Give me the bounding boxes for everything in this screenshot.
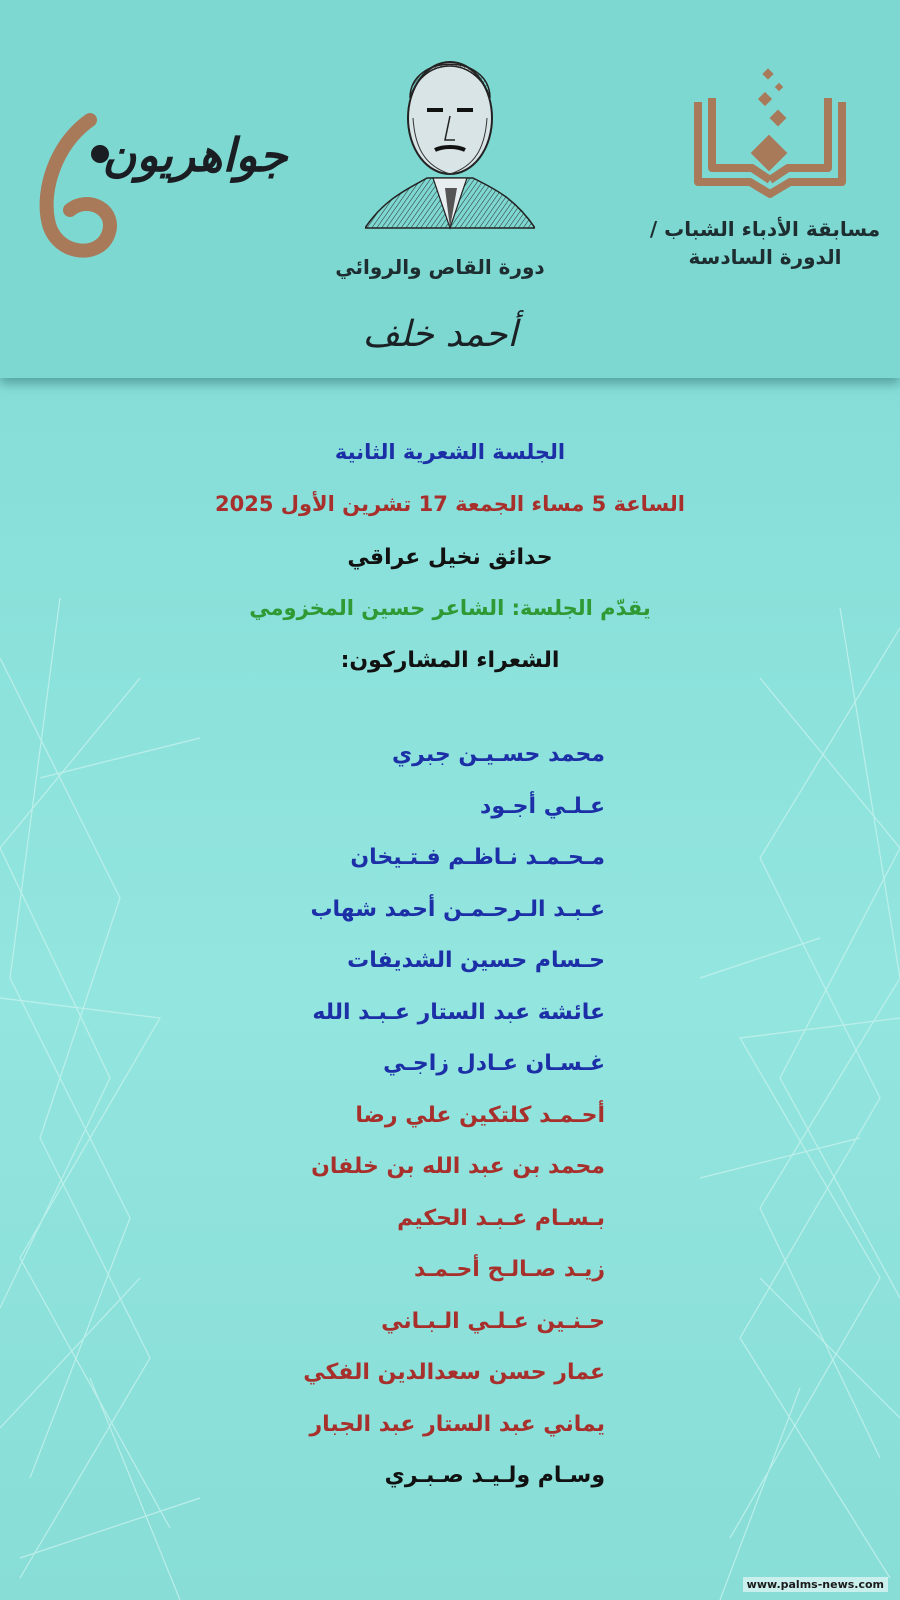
brand-calligraphy: جواهريون (102, 128, 288, 182)
session-datetime: الساعة 5 مساء الجمعة 17 تشرين الأول 2025 (214, 492, 685, 516)
poet-name: أحـمـد كلتكين علي رضا (355, 1102, 605, 1128)
session-presenter: يقدّم الجلسة: الشاعر حسين المخزومي (249, 596, 651, 620)
poet-name: محمد حسـيـن جبري (392, 742, 605, 767)
author-portrait-sketch (365, 28, 535, 248)
poet-name: حـنـين عـلـي الـبـاني (381, 1308, 605, 1334)
competition-title-line1: مسابقة الأدباء الشباب / (649, 217, 881, 241)
session-series-label: دورة القاص والروائي (335, 255, 545, 279)
poet-name: يماني عبد الستار عبد الجبار (309, 1411, 605, 1437)
poet-name: محمد بن عبد الله بن خلفان (311, 1154, 605, 1179)
poet-name: وسـام ولـيـد صـبـري (384, 1463, 605, 1488)
session-title: الجلسة الشعرية الثانية (334, 440, 566, 464)
open-book-logo-icon (690, 62, 850, 202)
poet-name: مـحـمـد نـاظـم فـتـيخان (350, 845, 605, 870)
poet-name: عائشة عبد الستار عـبـد الله (312, 999, 605, 1025)
poet-name: عـلـي أجـود (480, 793, 605, 819)
poet-name: غـسـان عـادل زاجـي (383, 1051, 605, 1076)
poet-name: عمار حسن سعدالدين الفكي (303, 1360, 605, 1385)
poets-list (150, 738, 605, 1511)
poster-header (0, 0, 900, 378)
participants-heading: الشعراء المشاركون: (340, 648, 560, 673)
poet-name: عـبـد الـرحـمـن أحمد شهاب (310, 896, 605, 922)
competition-title-line2: الدورة السادسة (688, 245, 842, 269)
poet-name: زيـد صـالـح أحـمـد (413, 1257, 605, 1282)
poet-name: بـسـام عـبـد الحكيم (397, 1205, 605, 1231)
website-url: www.palms-news.com (743, 1577, 888, 1592)
competition-title (645, 215, 885, 271)
author-signature: أحمد خلف (362, 314, 518, 355)
poet-name: حـسام حسين الشديفات (347, 948, 605, 973)
session-venue: حدائق نخيل عراقي (347, 545, 553, 570)
